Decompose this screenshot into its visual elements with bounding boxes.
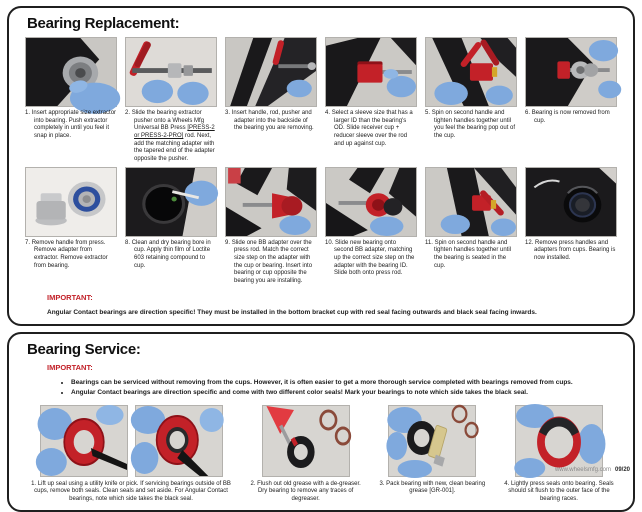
step-2 [125,37,217,164]
footer-site-url: www.wheelsmfg.com [554,467,611,473]
service-bullets [71,378,619,399]
step-3 [225,37,317,164]
service-bullet-1: • Bearings can be serviced without removing from the cups. However, it is often easier to get a more thorough service completed with bearings removed from cups. [71,378,619,388]
step-6-photo-bearing-removed [525,37,617,107]
replacement-important-note: Angular Contact bearings are direction specific! They must be installed in the bottom bracket cup with red seal facing outwards and black seal facing inwards. [47,308,537,316]
step-4-photo-receiver-cup [325,37,417,107]
step-7-photo-extractor-and-bearing [25,167,117,237]
step-5-photo-tighten-handles [425,37,517,107]
service-step-2-group [250,405,362,504]
step-2-caption: 2. Slide the bearing extractor pusher onto a Wheels Mfg Universal BB Press [PRESS-2 or PRESS-2-PRO] rod. Next, add the matching adapter with the tapered end of the adapter opposite the pusher. [125,110,215,163]
step-8 [125,167,217,286]
step-1 [25,37,117,164]
step-8-photo-clean-bore [125,167,217,237]
step-1-caption: 1. Insert appropriate size extractor into bearing. Push extractor completely in until you feel it snap in place. [25,110,117,140]
step-9 [225,167,317,286]
step-5 [425,37,517,164]
step-3-caption: 3. Insert handle, rod, pusher and adapter into the backside of the bearing you are removing. [225,110,314,132]
step-6-caption: 6. Bearing is now removed from cup. [525,110,610,124]
service-bullet-2: • Angular Contact bearings are direction specific and come with two different color seals! Mark your bearings to note which side takes the black seal. [71,388,619,398]
step-8-caption: 8. Clean and dry bearing bore in cup. Apply thin film of Loctite 603 retaining compound to cup. [125,239,211,269]
service-step-1-caption: 1. Lift up seal using a utility knife or pick. If servicing bearings outside of BB cups, remove both seals. Clean seals and set aside. For Angular Contact bearings, note which side takes the black seal. [31,480,231,503]
step-10-caption: 10. Slide new bearing onto second BB adapter, matching up the correct size step on the adapter with the bearing ID. Slide both onto press rod. [325,239,415,277]
service-step-1-photo-a-lift-seal [40,405,128,477]
step-11-photo-seat-bearing [425,167,517,237]
step-11 [425,167,517,286]
bearing-service-panel [7,332,635,512]
page-footer [555,467,630,473]
service-title: Bearing Service: [27,340,141,358]
step-9-caption: 9. Slide one BB adapter over the press rod. Match the correct size step on the adapter with the cup or bearing. Insert into bearing or cup opposite the bearing you are installing. [225,239,313,285]
replacement-important-label: IMPORTANT: [47,292,93,302]
step-10-photo-new-bearing [325,167,417,237]
service-step-3-caption: 3. Pack bearing with new, clean bearing grease [GR-001]. [379,480,486,495]
step-5-caption: 5. Spin on second handle and tighten handles together until you feel the bearing pop out of the cup. [425,110,516,140]
step-4-caption: 4. Select a sleeve size that has a larger ID than the bearing's OD. Slide receiver cup + reducer sleeve over the rod and up against cup. [325,110,413,147]
gr-001-link[interactable]: [GR-001] [429,488,454,495]
service-steps-row [23,405,619,504]
service-step-2-caption: 2. Flush out old grease with a de-greaser. Dry bearing to remove any traces of degreaser. [250,480,361,503]
step-12-caption: 12. Remove press handles and adapters from cups. Bearing is now installed. [525,239,616,262]
replacement-steps-row-2 [23,167,619,286]
step-7-caption: 7. Remove handle from press. Remove adapter from extractor. Remove extractor from bearing. [25,239,108,269]
press-2-link[interactable]: [PRESS-2 or PRESS-2-PRO] [134,125,215,140]
bearing-replacement-panel [7,6,635,326]
step-3-photo-insert-handle [225,37,317,107]
step-2-photo-press-rod [125,37,217,107]
service-step-4-caption: 4. Lightly press seals onto bearing. Seals should sit flush to the outer face of the bearing races. [504,480,614,503]
step-6 [525,37,617,164]
step-9-photo-bb-adapter [225,167,317,237]
footer-page-number: 09/20 [614,467,630,473]
service-step-3-group [376,405,488,504]
step-7 [25,167,117,286]
step-4 [325,37,417,164]
step-10 [325,167,417,286]
step-12-photo-bearing-installed [525,167,617,237]
replacement-steps-row-1 [23,37,619,164]
step-12 [525,167,617,286]
service-step-3-photo-grease [388,405,476,477]
service-step-2-photo-degrease [262,405,350,477]
service-important-label: IMPORTANT: [47,362,93,372]
service-step-4-group [503,405,615,504]
step-11-caption: 11. Spin on second handle and tighten handles together until the bearing is seated in the cup. [425,239,512,269]
service-step-4-photo-press-seals [515,405,603,477]
service-step-1-photo-b-lift-seal [135,405,223,477]
service-step-1-group [27,405,235,504]
page-title: Bearing Replacement: [27,15,180,32]
step-1-photo-insert-extractor [25,37,117,107]
